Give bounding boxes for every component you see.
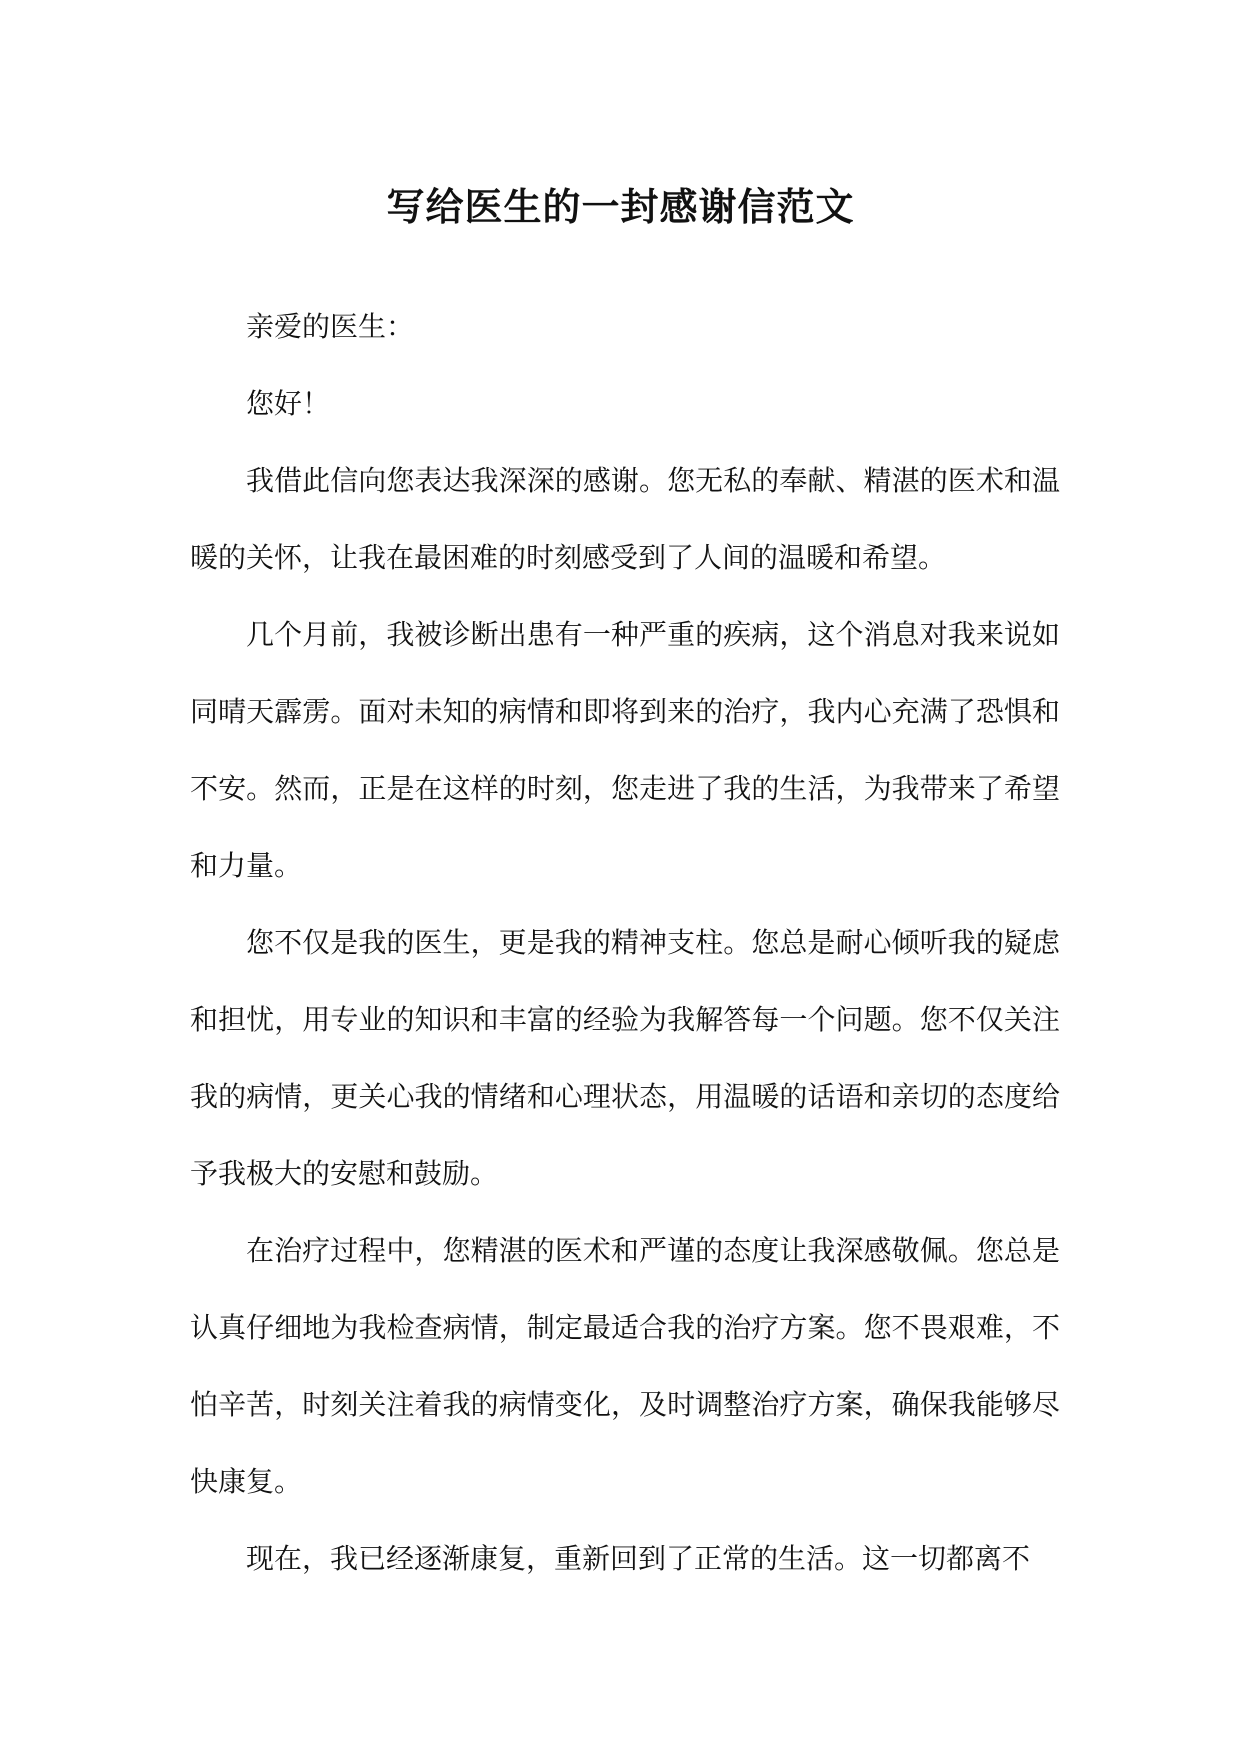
paragraph: 我借此信向您表达我深深的感谢。您无私的奉献、精湛的医术和温暖的关怀，让我在最困难的时刻感受到了人间的温暖和希望。 [190, 464, 1060, 574]
paragraph: 您不仅是我的医生，更是我的精神支柱。您总是耐心倾听我的疑虑和担忧，用专业的知识和丰富的经验为我解答每一个问题。您不仅关注我的病情，更关心我的情绪和心理状态，用温暖的话语和亲切的态度给予我极大的安慰和鼓励。 [190, 926, 1060, 1190]
paragraph: 几个月前，我被诊断出患有一种严重的疾病，这个消息对我来说如同晴天霹雳。面对未知的病情和即将到来的治疗，我内心充满了恐惧和不安。然而，正是在这样的时刻，您走进了我的生活，为我带来了希望和力量。 [190, 618, 1060, 882]
salutation: 亲爱的医生： [246, 310, 415, 343]
paragraph: 在治疗过程中，您精湛的医术和严谨的态度让我深感敬佩。您总是认真仔细地为我检查病情，制定最适合我的治疗方案。您不畏艰难，不怕辛苦，时刻关注着我的病情变化，及时调整治疗方案，确保我能够尽快康复。 [190, 1234, 1060, 1498]
greeting: 您好！ [246, 387, 331, 420]
letter-body [190, 288, 1060, 1597]
paragraph: 现在，我已经逐渐康复，重新回到了正常的生活。这一切都离不 [246, 1542, 1031, 1575]
document-title: 写给医生的一封感谢信范文 [386, 185, 855, 229]
